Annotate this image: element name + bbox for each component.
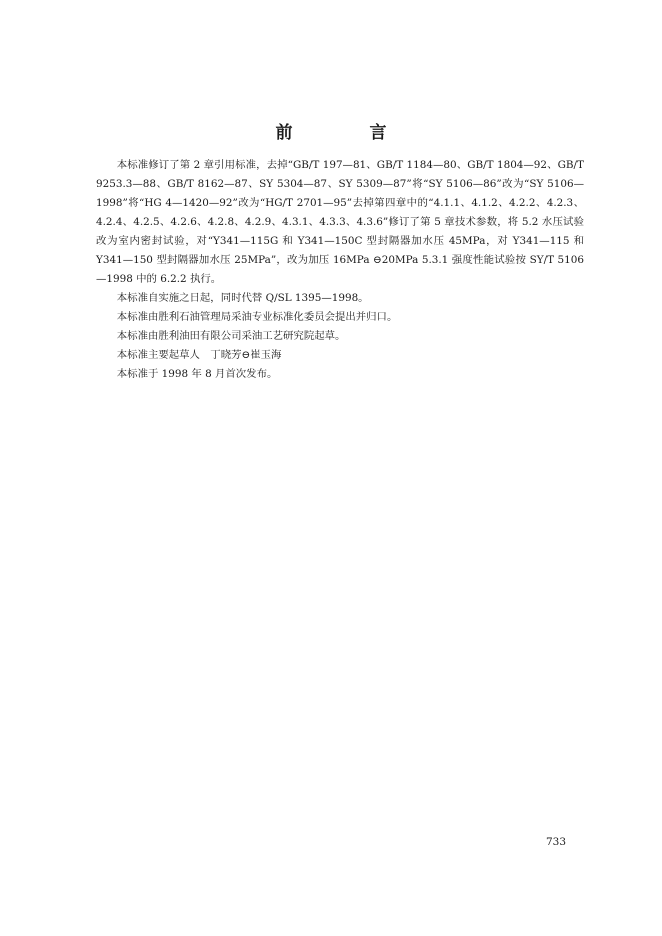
page-title: 前 言 (275, 123, 417, 143)
paragraph-first-release: 本标准于 1998 年 8 月首次发布。 (116, 368, 278, 380)
page-number: 733 (545, 836, 566, 848)
paragraph-drafter-org: 本标准由胜利油田有限公司采油工艺研究院起草。 (116, 330, 346, 342)
paragraph-revision-notes: 本标准修订了第 2 章引用标准，去掉“GB/T 197—81、GB/T 1184—80、GB/T 1804—92、GB/T 9253.3—88、GB/T 8162—87、SY 5304—87、SY 5309—87”将“SY 5106—86”改为“SY 5106—1998”将“HG 4—1420—92”改为“HG/T 2701—95”去掉第四章中的“4.1.1、4.1.2、4.2.2、4.2.3、4.2.4、4.2.5、4.2.6、4.2.8、4.2.9、4.3.1、4.3.3、4.3.6”修订了第 5 章技术参数，将 5.2 水压试验改为室内密封试验，对“Y341—115G 和 Y341—150C 型封隔器加水压 45MPa，对 Y341—115 和 Y341—150 型封隔器加水压 25MPa”，改为加压 16MPa ⊖20MPa 5.3.1 强度性能试验按 SY/T 5106—1998 中的 6.2.2 执行。 (96, 159, 584, 285)
paragraph-effective-date: 本标准自实施之日起，同时代替 Q/SL 1395—1998。 (116, 292, 369, 304)
foreword-body (96, 156, 584, 384)
paragraph-drafters: 本标准主要起草人 丁晓芳⊖崔玉海 (116, 349, 282, 361)
paragraph-proposer: 本标准由胜利石油管理局采油专业标准化委员会提出并归口。 (116, 311, 398, 323)
